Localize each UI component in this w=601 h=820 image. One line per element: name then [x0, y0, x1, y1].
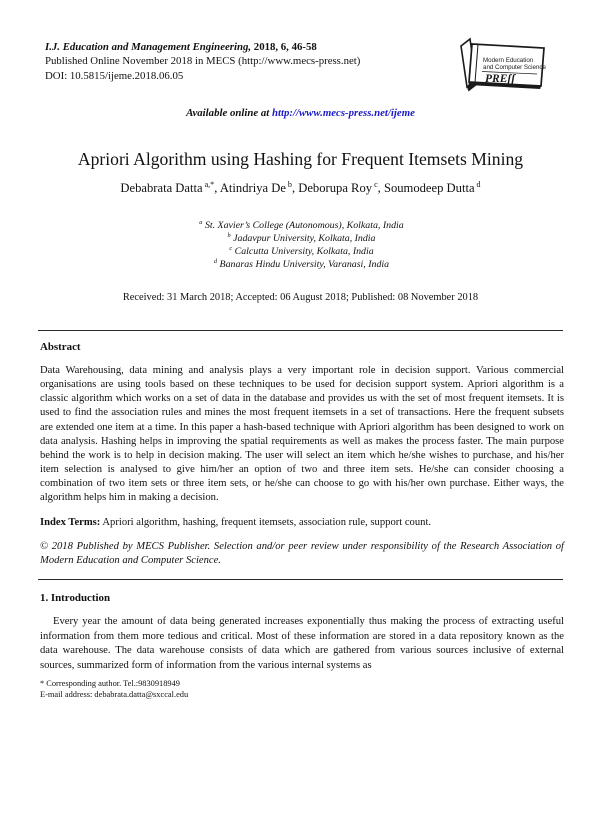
- footnote-email-line: E-mail address: debabrata.datta@sxccal.edu: [40, 690, 189, 700]
- authors-line: [0, 181, 601, 196]
- author: Debabrata Datta $^{a,*}$,: [120, 179, 220, 195]
- books-icon: [441, 33, 553, 101]
- logo-press-text: PREſſ: [485, 73, 516, 85]
- author-affil-mark: a,*: [204, 179, 215, 189]
- author: Soumodeep Dutta $^d$: [383, 179, 481, 195]
- logo-name-line1: Modern Education: [483, 57, 534, 64]
- journal-issue-pages: 2018, 6, 46-58: [251, 41, 317, 53]
- paper-title: Apriori Algorithm using Hashing for Frequent Itemsets Mining: [77, 149, 524, 169]
- journal-url-link[interactable]: http://www.mecs-press.net/ijeme: [271, 107, 415, 119]
- section-divider: [38, 579, 563, 580]
- received-accepted-published-line: Received: 31 March 2018; Accepted: 06 August 2018; Published: 08 November 2018: [122, 292, 479, 303]
- copyright-notice: © 2018 Published by MECS Publisher. Selection and/or peer review under responsibility of the Research Association of Modern Education and Computer Science.: [40, 541, 564, 567]
- publisher-logo: [441, 33, 553, 101]
- author: Atindriya De $^b$,: [219, 179, 299, 195]
- corresponding-author-footnote: [40, 678, 390, 700]
- available-prefix: Available online at: [186, 107, 272, 119]
- available-online-line: [0, 107, 601, 119]
- affiliation-line: $^d$ Banaras Hindu University, Varanasi, India: [213, 257, 390, 270]
- index-terms-label: Index Terms:: [40, 517, 101, 528]
- published-online-line: Published Online November 2018 in MECS (http://www.mecs-press.net): [45, 55, 361, 68]
- index-terms-list: Apriori algorithm, hashing, frequent itemsets, association rule, support count.: [100, 517, 432, 528]
- index-terms-line: [40, 516, 564, 530]
- abstract-heading: Abstract: [40, 341, 81, 353]
- logo-name-line2: and Computer Science: [483, 64, 546, 71]
- affiliation-line: $^c$ Calcutta University, Kolkata, India: [229, 244, 374, 257]
- journal-header: [45, 40, 465, 83]
- footnote-tel-line: * Corresponding author. Tel.:9830918949: [40, 679, 180, 688]
- affiliation-line: $^b$ Jadavpur University, Kolkata, India: [227, 231, 376, 244]
- introduction-body: Every year the amount of data being generated increases exponentially thus making the process of extracting useful information from them more tedious and critical. Most of these information are stored in a data repository known as the data warehouse. The data warehouse consists of data which are gathered from various sources inclusive of external sources, summarized form of information from the various internal systems as: [40, 616, 564, 671]
- journal-name: I.J. Education and Management Engineering,: [45, 41, 252, 53]
- journal-citation-line: [45, 40, 465, 54]
- author-affil-mark: c: [374, 179, 378, 189]
- affiliation-line: $^a$ St. Xavier’s College (Autonomous), Kolkata, India: [199, 218, 404, 231]
- author-affil-mark: b: [287, 179, 292, 189]
- doi-line: DOI: 10.5815/ijeme.2018.06.05: [45, 69, 184, 82]
- section-divider: [38, 330, 563, 331]
- author-affil-mark: d: [476, 179, 481, 189]
- affiliations-block: [0, 219, 601, 271]
- abstract-body: Data Warehousing, data mining and analysis plays a very important role in decision support. Various commercial organisations are using tools based on these techniques to be used for decision support system. Apriori algorithm is a classic algorithm which works on a set of data in the database and provides us with the set of most frequent itemsets. It is used to find the association rules and mines the most frequent itemsets in a set of transactions. Here the frequent subsets are extended one item at a time. In this paper a hash-based technique with Apriori algorithm has been designed to work on data analysis. Hashing helps in improving the spatial requirements as well as makes the process faster. The main purpose behind the work is to help in decision making. The user will select an item which he/she wishes to purchase, and his/her item selection is analysed to give him/her an option of two and three item sets. He/she can consider choosing a combination of two item sets or three item sets, or he/she can choose to go with his/her own purchase. Either ways, the algorithm helps him in making a decision.: [40, 365, 564, 504]
- introduction-heading: 1. Introduction: [40, 592, 110, 604]
- author: Deborupa Roy $^c$,: [298, 179, 384, 195]
